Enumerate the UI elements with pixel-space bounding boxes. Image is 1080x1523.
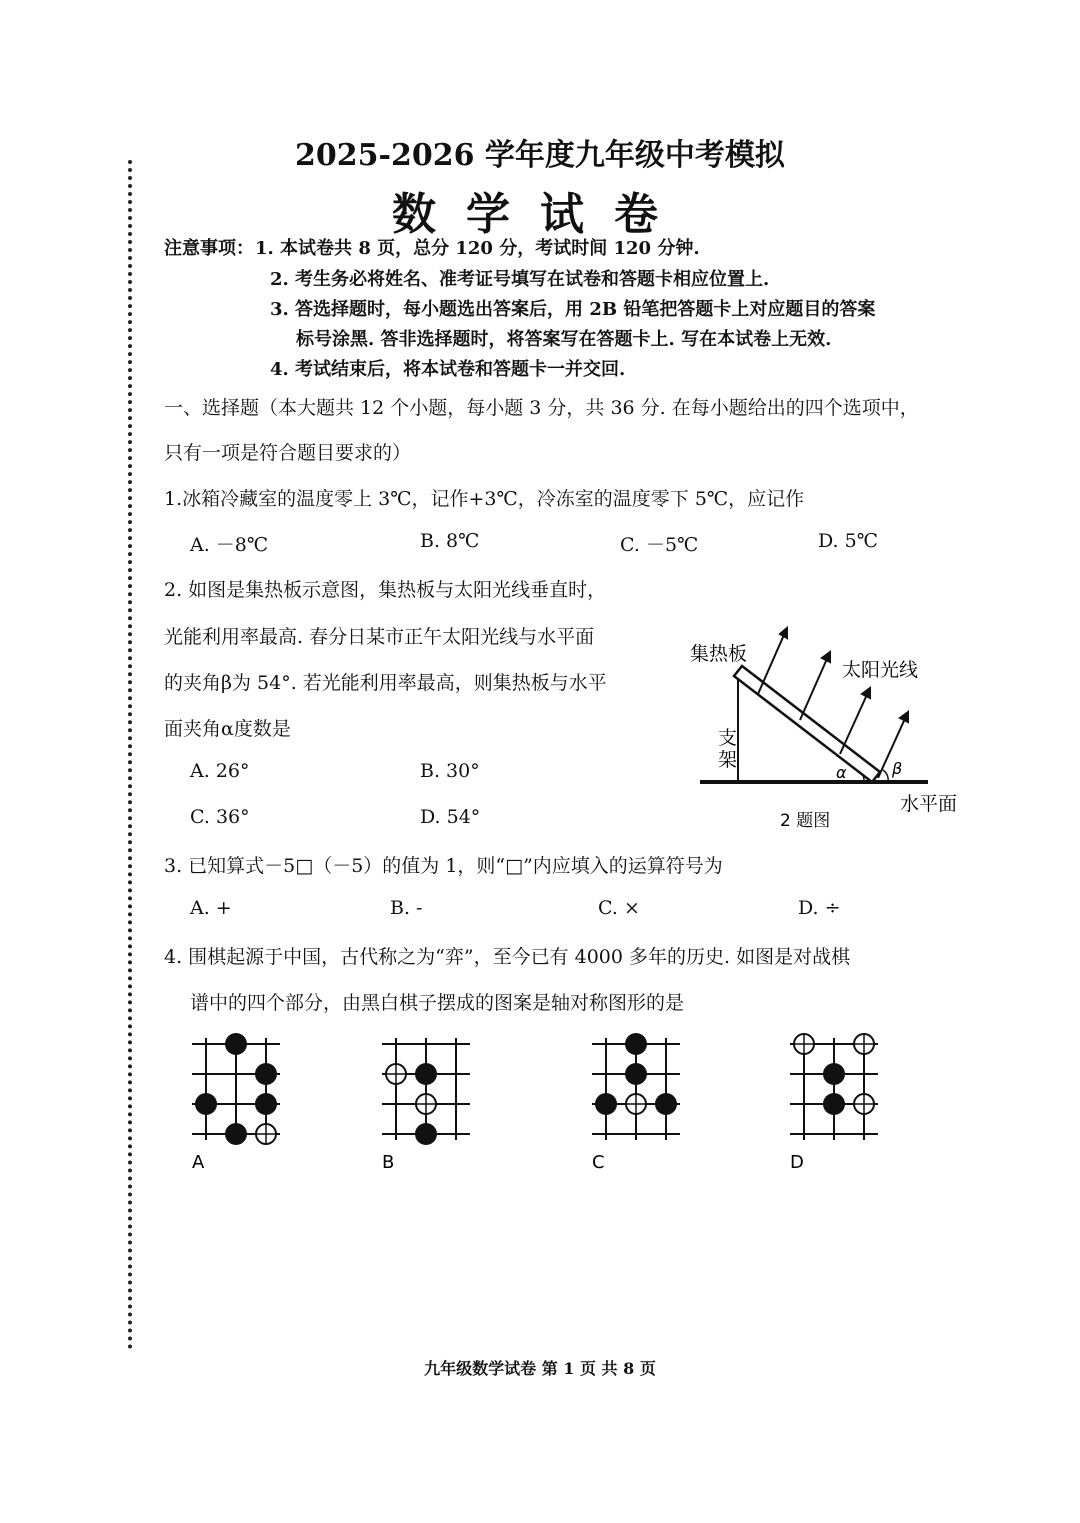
q2-option-c: C. 36° — [190, 806, 250, 828]
q3-option-b: B. - — [390, 897, 423, 919]
notice-item-3-cont: 标号涂黑. 答非选择题时，将答案写在答题卡上. 写在本试卷上无效. — [296, 329, 832, 350]
notice-item-4: 4. 考试结束后，将本试卷和答题卡一并交回. — [270, 359, 626, 380]
q2-stem-1: 2. 如图是集热板示意图，集热板与太阳光线垂直时， — [164, 579, 607, 601]
q1-option-d: D. 5℃ — [818, 530, 878, 552]
go-figure-label: D — [790, 1152, 804, 1173]
q2-stem-3: 的夹角β为 54°. 若光能利用率最高，则集热板与水平 — [164, 672, 607, 694]
section-heading: 一、选择题（本大题共 12 个小题，每小题 3 分，共 36 分. 在每小题给出的四个选项中， — [164, 397, 919, 419]
q2-stem-2: 光能利用率最高. 春分日某市正午太阳光线与水平面 — [164, 626, 595, 648]
notice-label: 注意事项： — [164, 238, 254, 259]
q1-option-b: B. 8℃ — [420, 530, 480, 552]
black-stone — [625, 1063, 647, 1085]
q3-option-a: A. + — [190, 897, 232, 919]
go-figure-a — [192, 1033, 280, 1173]
q3-option-d: D. ÷ — [798, 897, 841, 919]
q2-stem-4: 面夹角α度数是 — [164, 718, 291, 740]
label-stand-1: 支 — [718, 727, 738, 749]
q2-figure — [680, 620, 980, 840]
page-footer: 九年级数学试卷 第 1 页 共 8 页 — [424, 1359, 656, 1378]
label-sun: 太阳光线 — [842, 659, 919, 681]
exam-title: 2025-2026 学年度九年级中考模拟 — [295, 138, 785, 173]
go-figure-label: B — [382, 1152, 395, 1173]
go-figure-c — [592, 1033, 680, 1173]
exam-subtitle: 数学试卷 — [392, 189, 688, 240]
binding-dotted-line — [128, 160, 132, 1350]
notice-item-3: 3. 答选择题时，每小题选出答案后，用 2B 铅笔把答题卡上对应题目的答案 — [270, 299, 876, 320]
black-stone — [225, 1123, 247, 1145]
go-figure-label: C — [592, 1152, 605, 1173]
label-alpha: α — [836, 763, 847, 782]
q1-option-a: A. －8℃ — [190, 534, 269, 556]
q2-option-a: A. 26° — [190, 760, 250, 782]
go-figure-b — [382, 1038, 470, 1173]
q2-option-d: D. 54° — [420, 806, 481, 828]
notice-item-1: 1. 本试卷共 8 页，总分 120 分，考试时间 120 分钟. — [255, 238, 700, 259]
section-heading-cont: 只有一项是符合题目要求的） — [164, 442, 412, 464]
black-stone — [823, 1063, 845, 1085]
black-stone — [255, 1063, 277, 1085]
go-figure-label: A — [192, 1152, 205, 1173]
black-stone — [655, 1093, 677, 1115]
label-stand-2: 架 — [718, 749, 738, 771]
notice-item-2: 2. 考生务必将姓名、准考证号填写在试卷和答题卡相应位置上. — [270, 269, 770, 290]
q1-stem: 1.冰箱冷藏室的温度零上 3℃，记作+3℃，冷冻室的温度零下 5℃，应记作 — [164, 488, 805, 510]
q2-option-b: B. 30° — [420, 760, 480, 782]
go-figure-d — [790, 1034, 878, 1173]
figure-caption: 2 题图 — [780, 811, 831, 831]
black-stone — [595, 1093, 617, 1115]
black-stone — [255, 1093, 277, 1115]
q4-stem-2: 谱中的四个部分，由黑白棋子摆成的图案是轴对称图形的是 — [190, 992, 685, 1014]
black-stone — [415, 1123, 437, 1145]
q4-stem-1: 4. 围棋起源于中国，古代称之为“弈”，至今已有 4000 多年的历史. 如图是对战棋 — [164, 946, 851, 968]
black-stone — [195, 1093, 217, 1115]
black-stone — [415, 1063, 437, 1085]
label-beta: β — [892, 759, 903, 778]
label-ground: 水平面 — [900, 793, 958, 815]
black-stone — [823, 1093, 845, 1115]
black-stone — [625, 1033, 647, 1055]
q4-go-figures — [190, 1030, 950, 1180]
label-board: 集热板 — [690, 643, 748, 665]
q3-option-c: C. × — [598, 897, 640, 919]
q1-option-c: C. －5℃ — [620, 534, 699, 556]
black-stone — [225, 1033, 247, 1055]
q3-stem: 3. 已知算式－5□（－5）的值为 1，则“□”内应填入的运算符号为 — [164, 855, 723, 877]
collector-board — [734, 666, 880, 782]
